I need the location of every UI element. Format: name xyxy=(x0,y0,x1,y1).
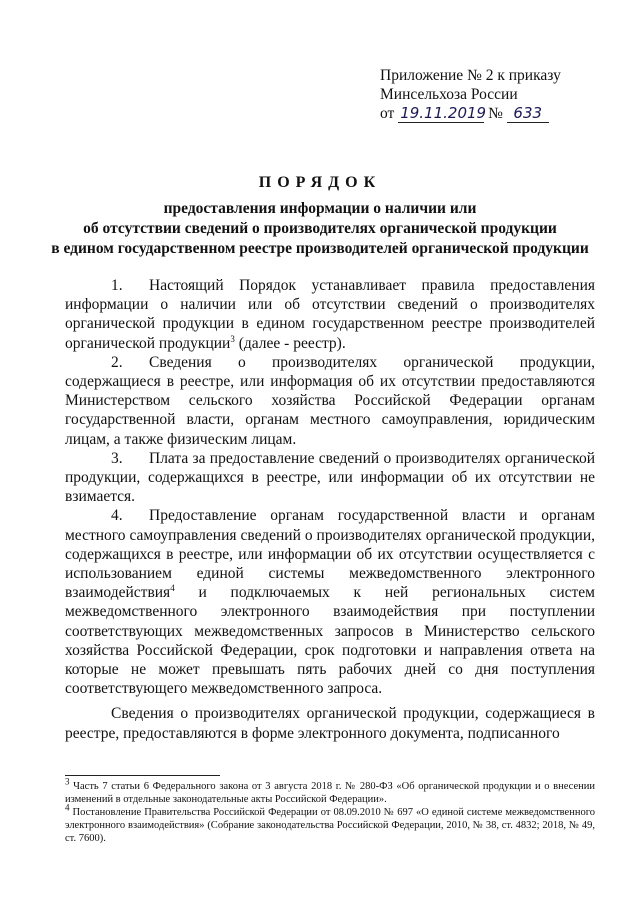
paragraph-text: Предоставление органам государственной власти и органам местного самоуправления сведений о производителях органической продукции, содержащихся в реестре, или информации об их отсутствии осуществляется с использованием единой системы межведомственного электронного взаимодействия xyxy=(65,507,595,602)
footnote-divider xyxy=(65,775,220,776)
document-title: ПОРЯДОК xyxy=(258,174,382,191)
paragraph-text: и подключаемых к ней региональных систем межведомственного электронного взаимодействия при поступлении соответствующих межведомственных запросов в Министерство сельского хозяйства Российской Федерации, срок подготовки и направления ответа на которые не может превышать пять рабочих дней со дня поступления соответствующего межведомственного запроса. xyxy=(65,584,595,698)
paragraph xyxy=(65,704,595,742)
subtitle-line: в едином государственном реестре производителей органической продукции xyxy=(51,240,589,257)
document-subtitle xyxy=(40,199,600,259)
footnote-text: Часть 7 статьи 6 Федерального закона от 3 августа 2018 г. № 280-ФЗ «Об органической продукции и о внесении изменений в отдельные законодательные акты Российской Федерации». xyxy=(65,781,595,805)
from-label: от xyxy=(380,105,395,122)
number-label: № xyxy=(488,105,503,122)
document-body xyxy=(65,276,595,743)
appendix-line: Приложение № 2 к приказу xyxy=(380,67,561,84)
paragraph xyxy=(65,353,595,449)
footnote xyxy=(65,776,595,806)
footnote-text: Постановление Правительства Российской Федерации от 08.09.2010 № 697 «О единой системе межведомственного электронного взаимодействия» (Собрание законодательства Российской Федерации, 2010, № 38, ст. 4832; 2018, № 49, ст. 7600). xyxy=(65,807,595,844)
footnote xyxy=(65,802,595,845)
footnote-marker: 3 xyxy=(65,776,70,787)
paragraph-number: 1. xyxy=(111,277,123,294)
paragraph-text: Плата за предоставление сведений о производителях органической продукции, содержащихся в реестре, или информации об их отсутствии не взимается. xyxy=(65,449,595,506)
paragraph-number: 2. xyxy=(111,353,123,371)
paragraph-text: (далее - реестр). xyxy=(234,334,346,352)
paragraph xyxy=(65,506,595,698)
paragraph-text: Сведения о производителях органической продукции, содержащиеся в реестре, или информация об их отсутствии предоставляются Министерством сельского хозяйства Российской Федерации органам государственной власти, органам местного самоуправления, юридическим лицам, а также физическим лицам. xyxy=(65,353,595,448)
paragraph xyxy=(65,449,595,507)
paragraph-number: 3. xyxy=(111,449,123,467)
footnotes xyxy=(65,776,595,845)
footnote-marker: 4 xyxy=(65,802,70,813)
appendix-header xyxy=(380,66,561,123)
paragraph xyxy=(65,276,595,353)
paragraph-text: Настоящий Порядок устанавливает правила предоставления информации о наличии или об отсутствии сведений о производителях органической продукции в едином государственном реестре производителей органической продукции xyxy=(65,277,595,352)
footnote-ref: 4 xyxy=(170,583,175,594)
paragraph-text: Сведения о производителях органической продукции, содержащиеся в реестре, предоставляются в форме электронного документа, подписанного xyxy=(65,705,595,742)
handwritten-number: 633 xyxy=(507,105,549,123)
subtitle-line: об отсутствии сведений о производителях органической продукции xyxy=(83,220,557,237)
appendix-ministry: Минсельхоза России xyxy=(380,86,518,103)
footnote-ref: 3 xyxy=(230,333,235,344)
handwritten-date: 19.11.2019 xyxy=(400,104,487,122)
appendix-date-number xyxy=(380,104,561,123)
subtitle-line: предоставления информации о наличии или xyxy=(163,200,477,217)
paragraph-number: 4. xyxy=(111,507,123,525)
